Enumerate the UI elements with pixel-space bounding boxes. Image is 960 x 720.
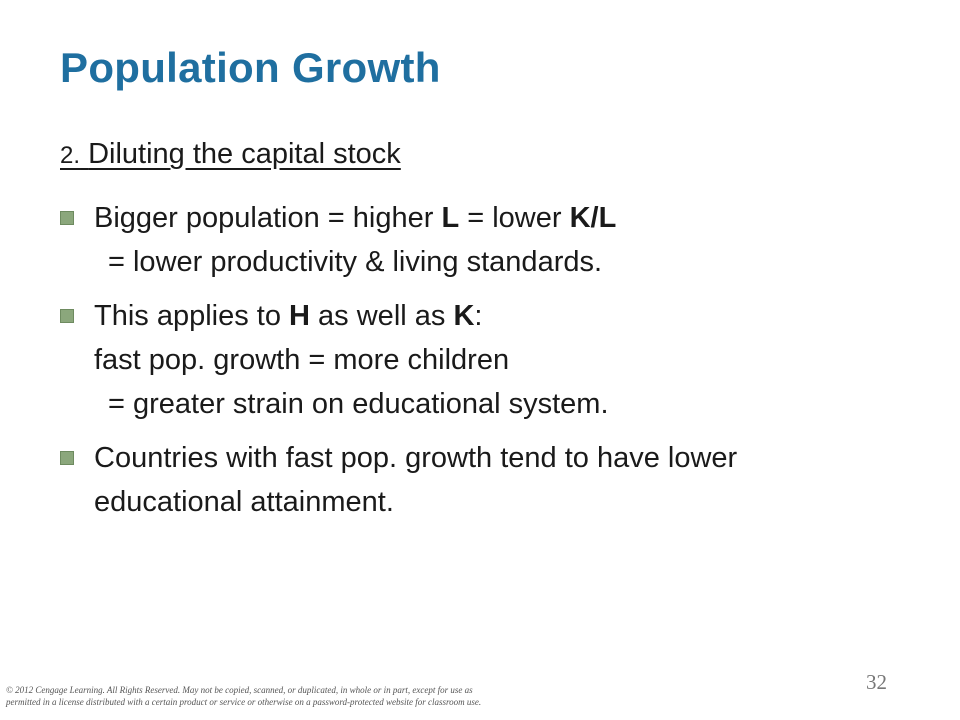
bullet-item-2 — [60, 294, 920, 426]
slide-title: Population Growth — [60, 44, 441, 91]
bullet-line: = lower productivity & living standards. — [108, 246, 603, 278]
bullet-item-1 — [60, 196, 920, 284]
square-bullet-icon — [60, 451, 74, 465]
page-number: 32 — [866, 670, 887, 694]
bullet-list — [60, 196, 920, 534]
bullet-line: This applies to H as well as K: — [94, 300, 483, 332]
section-number: 2. — [60, 142, 81, 169]
bullet-line: educational attainment. — [94, 486, 394, 518]
bullet-item-3 — [60, 436, 920, 524]
bullet-line: Bigger population = higher L = lower K/L — [94, 202, 617, 234]
section-heading-text: Diluting the capital stock — [88, 138, 401, 170]
copyright-notice: © 2012 Cengage Learning. All Rights Reserved. May not be copied, scanned, or duplicated, in whole or in part, except for use as permitted in a license distributed with a certain product or service or otherwise on a password-protected website for classroom use. — [6, 685, 482, 707]
bullet-line: Countries with fast pop. growth tend to have lower — [94, 442, 738, 474]
square-bullet-icon — [60, 309, 74, 323]
section-heading — [60, 138, 401, 171]
square-bullet-icon — [60, 211, 74, 225]
bullet-line: = greater strain on educational system. — [108, 388, 609, 420]
bullet-line: fast pop. growth = more children — [94, 344, 510, 376]
